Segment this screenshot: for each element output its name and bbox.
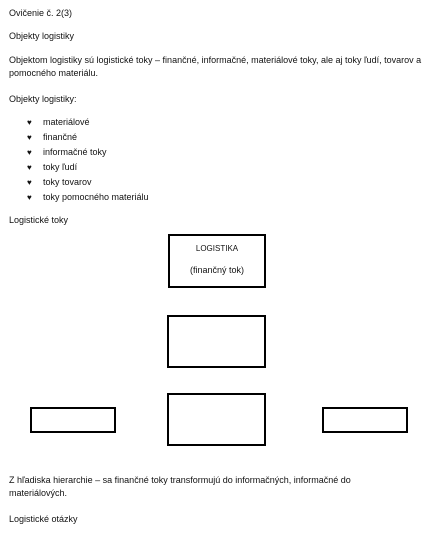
list-item: finančné bbox=[43, 132, 78, 142]
list-item: materiálové bbox=[43, 117, 90, 127]
exercise-title: Ovičenie č. 2(3) bbox=[9, 8, 73, 18]
flows-heading: Logistické toky bbox=[9, 215, 69, 225]
list-item: informačné toky bbox=[43, 147, 107, 157]
heart-bullet-icon: ♥ bbox=[27, 178, 32, 187]
hierarchy-paragraph: Z hľadiska hierarchie – sa finančné toky transformujú do informačných, informačné do materiálových. bbox=[9, 475, 351, 498]
section-heading: Objekty logistiky bbox=[9, 31, 75, 41]
bottom-box bbox=[167, 393, 266, 446]
intro-paragraph: Objektom logistiky sú logistické toky – finančné, informačné, materiálové toky, ale aj toky ľudí, tovarov a pomocného materiálu. bbox=[9, 55, 422, 78]
heart-bullet-icon: ♥ bbox=[27, 193, 32, 202]
list-item: toky tovarov bbox=[43, 177, 92, 187]
right-box bbox=[322, 407, 408, 433]
heart-bullet-icon: ♥ bbox=[27, 148, 32, 157]
questions-heading: Logistické otázky bbox=[9, 514, 78, 524]
list-item: toky pomocného materiálu bbox=[43, 192, 149, 202]
left-box bbox=[30, 407, 116, 433]
list-item: toky ľudí bbox=[43, 162, 78, 172]
top-box-title: LOGISTIKA bbox=[195, 244, 239, 253]
middle-box bbox=[167, 315, 266, 368]
heart-bullet-icon: ♥ bbox=[27, 163, 32, 172]
heart-bullet-icon: ♥ bbox=[27, 133, 32, 142]
objects-label: Objekty logistiky: bbox=[9, 94, 77, 104]
heart-bullet-icon: ♥ bbox=[27, 118, 32, 127]
top-box-subtitle: (finančný tok) bbox=[189, 265, 245, 275]
top-box-logistika bbox=[168, 234, 266, 288]
